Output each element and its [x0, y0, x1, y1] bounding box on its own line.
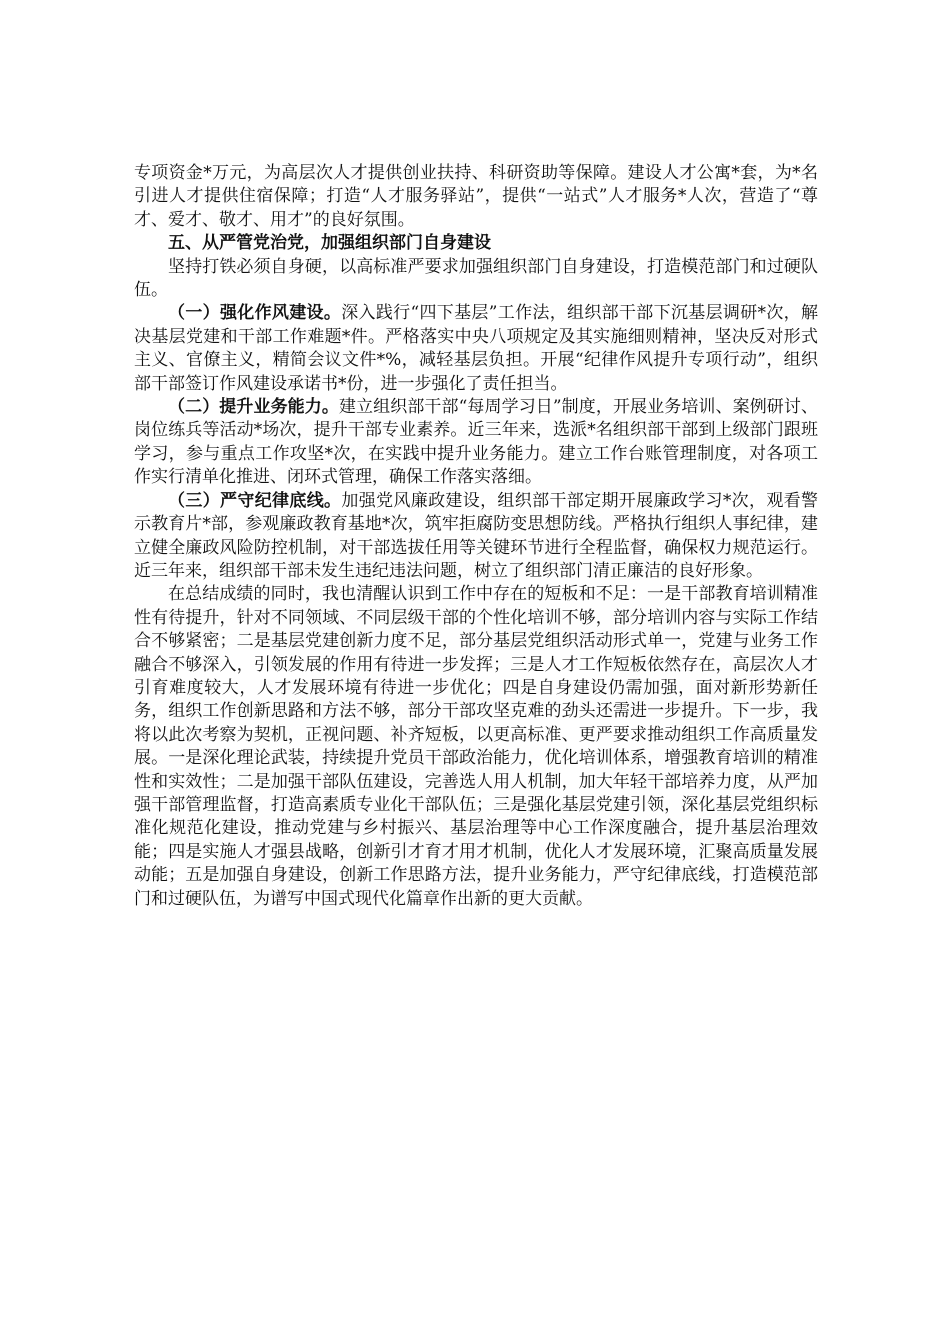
- paragraph-business-ability: [134, 396, 818, 490]
- subsection-body-discipline: 加强党风廉政建设，组织部干部定期开展廉政学习*次，观看警示教育片*部，参观廉政教育基地*次，筑牢拒腐防变思想防线。严格执行组织人事纪律，建立健全廉政风险防控机制，对干部选拔任用等关键环节进行全程监督，确保权力规范运行。近三年来，组织部干部未发生违纪违法问题，树立了组织部门清正廉洁的良好形象。: [134, 490, 819, 581]
- paragraph-discipline: [134, 490, 818, 584]
- document-page: [134, 162, 818, 911]
- section-heading-five: 五、从严管党治党，加强组织部门自身建设: [168, 233, 491, 254]
- paragraph-work-style: [134, 302, 818, 396]
- paragraph-shortcomings-and-plans: 在总结成绩的同时，我也清醒认识到工作中存在的短板和不足：一是干部教育培训精准性有待提升，针对不同领域、不同层级干部的个性化培训不够，部分培训内容与实际工作结合不够紧密；二是基层党建创新力度不足，部分基层党组织活动形式单一，党建与业务工作融合不够深入，引领发展的作用有待进一步发挥；三是人才工作短板依然存在，高层次人才引育难度较大，人才发展环境有待进一步优化；四是自身建设仍需加强，面对新形势新任务，组织工作创新思路和方法不够，部分干部攻坚克难的劲头还需进一步提升。下一步，我将以此次考察为契机，正视问题、补齐短板，以更高标准、更严要求推动组织工作高质量发展。一是深化理论武装，持续提升党员干部政治能力，优化培训体系，增强教育培训的精准性和实效性；二是加强干部队伍建设，完善选人用人机制，加大年轻干部培养力度，从严加强干部管理监督，打造高素质专业化干部队伍；三是强化基层党建引领，深化基层党组织标准化规范化建设，推动党建与乡村振兴、基层治理等中心工作深度融合，提升基层治理效能；四是实施人才强县战略，创新引才育才用才机制，优化人才发展环境，汇聚高质量发展动能；五是加强自身建设，创新工作思路方法，提升业务能力，严守纪律底线，打造模范部门和过硬队伍，为谱写中国式现代化篇章作出新的更大贡献。: [134, 584, 818, 909]
- subsection-body-work-style: 深入践行“四下基层”工作法，组织部干部下沉基层调研*次，解决基层党建和干部工作难题*件。严格落实中央八项规定及其实施细则精神，坚决反对形式主义、官僚主义，精简会议文件*%，减轻基层负担。开展“纪律作风提升专项行动”，组织部干部签订作风建设承诺书*份，进一步强化了责任担当。: [134, 303, 818, 394]
- subsection-title-discipline: （三）严守纪律底线。: [168, 490, 342, 511]
- paragraph-talent-funds: 专项资金*万元，为高层次人才提供创业扶持、科研资助等保障。建设人才公寓*套，为*名引进人才提供住宿保障；打造“人才服务驿站”，提供“一站式”人才服务*人次，营造了“尊才、爱才、敬才、用才”的良好氛围。: [134, 163, 818, 230]
- subsection-body-business-ability: 建立组织部干部“每周学习日”制度，开展业务培训、案例研讨、岗位练兵等活动*场次，提升干部专业素养。近三年来，选派*名组织部干部到上级部门跟班学习，参与重点工作攻坚*次，在实践中提升业务能力。建立工作台账管理制度，对各项工作实行清单化推进、闭环式管理，确保工作落实落细。: [134, 397, 818, 488]
- subsection-title-work-style: （一）强化作风建设。: [168, 303, 342, 324]
- paragraph-self-building-intro: 坚持打铁必须自身硬，以高标准严要求加强组织部门自身建设，打造模范部门和过硬队伍。: [134, 256, 818, 301]
- subsection-title-business-ability: （二）提升业务能力。: [168, 397, 339, 418]
